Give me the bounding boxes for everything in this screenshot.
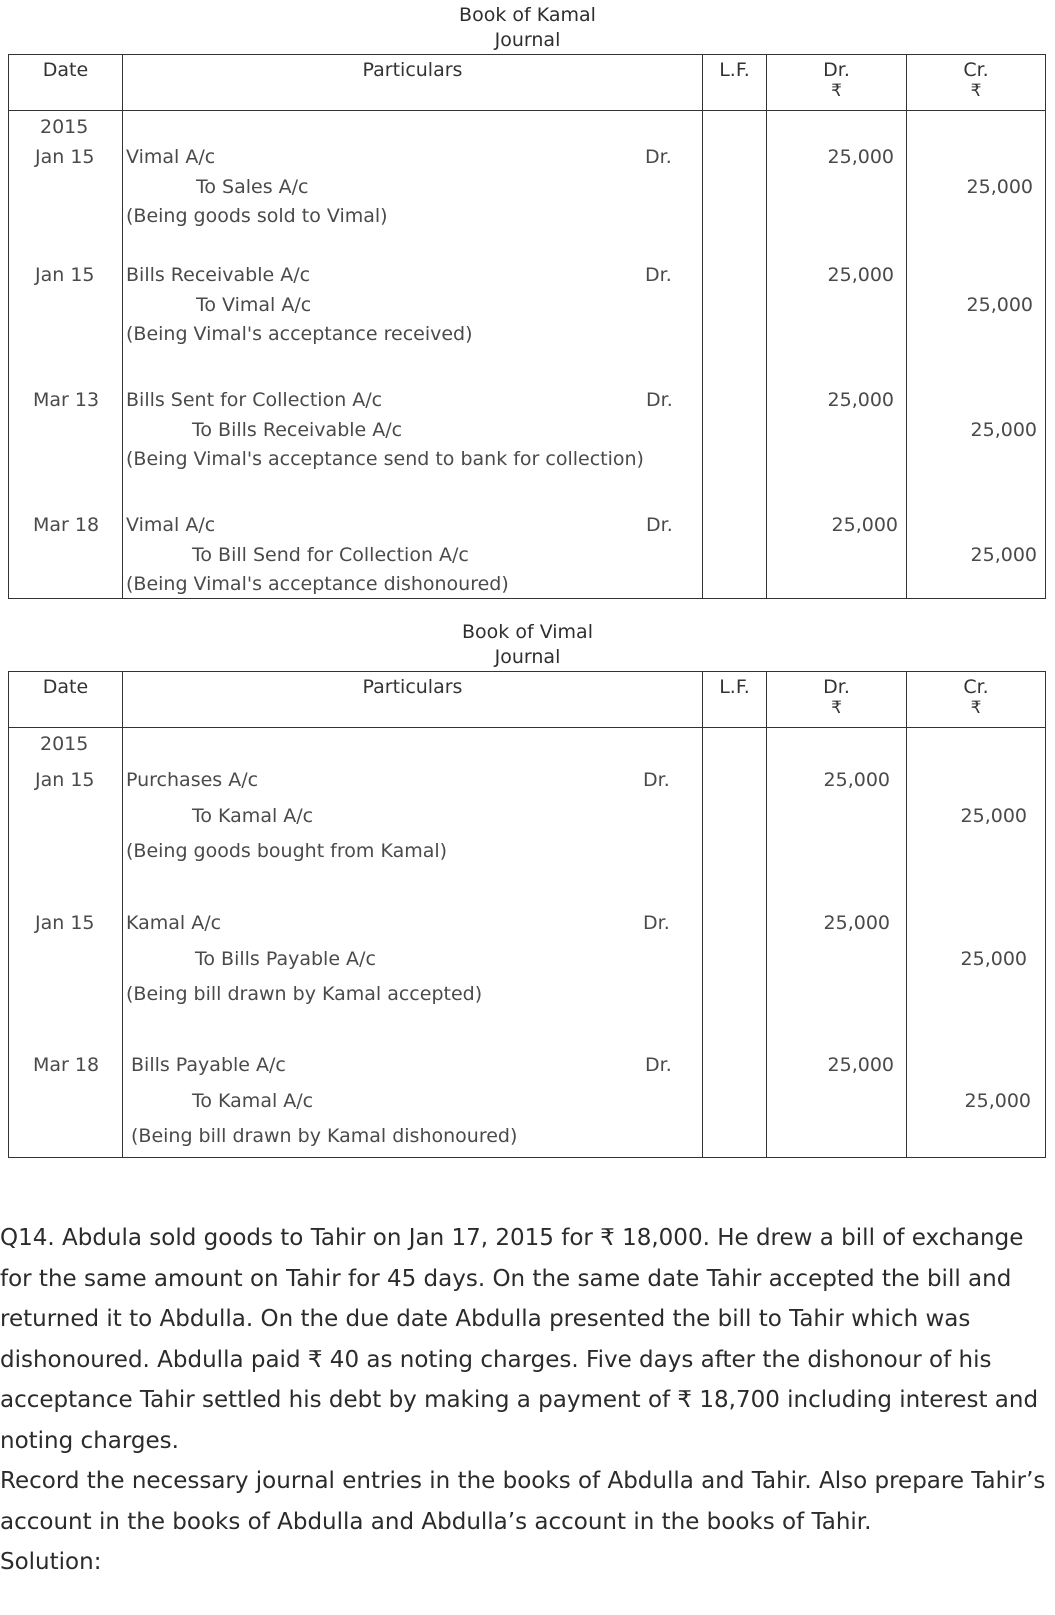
entry-date: Jan 15	[35, 146, 95, 168]
narration: (Being goods sold to Vimal)	[126, 205, 388, 227]
dr-marker: Dr.	[645, 146, 672, 168]
cr-amount: 25,000	[964, 1090, 1031, 1112]
instruction-paragraph: Record the necessary journal entries in the books of Abdulla and Tahir. Also prepare Tahir’s account in the books of Abdulla and Abdulla’s account in the books of Tahir.	[0, 1468, 1046, 1535]
entry-date: Mar 18	[33, 514, 100, 536]
header-lf: L.F.	[703, 55, 767, 111]
dr-amount: 25,000	[827, 264, 894, 286]
narration: (Being bill drawn by Kamal accepted)	[126, 983, 483, 1005]
cr-amount-column	[907, 111, 1046, 599]
credit-account: To Kamal A/c	[192, 1090, 314, 1112]
rupee-icon: ₹	[970, 81, 982, 101]
header-cr-label: Cr.	[963, 59, 989, 81]
kamal-journal-label: Journal	[494, 29, 561, 51]
question-block	[0, 1218, 1050, 1583]
debit-account: Kamal A/c	[126, 912, 222, 934]
narration: (Being Vimal's acceptance send to bank for collection)	[126, 448, 644, 470]
debit-account: Vimal A/c	[126, 146, 216, 168]
header-dr-label: Dr.	[823, 59, 850, 81]
dr-marker: Dr.	[646, 514, 673, 536]
date-column	[9, 111, 123, 599]
credit-account: To Vimal A/c	[196, 294, 312, 316]
dr-amount: 25,000	[827, 146, 894, 168]
year-label: 2015	[40, 116, 89, 138]
entry-date: Jan 15	[35, 912, 95, 934]
cr-amount: 25,000	[966, 176, 1033, 198]
credit-account: To Bills Payable A/c	[195, 948, 376, 970]
entry-date: Mar 18	[33, 1054, 100, 1076]
entry-date: Jan 15	[35, 264, 95, 286]
particulars-column	[123, 111, 703, 599]
kamal-journal-table	[8, 54, 1046, 599]
question-paragraph: Q14. Abdula sold goods to Tahir on Jan 17, 2015 for ₹ 18,000. He drew a bill of exchange for the same amount on Tahir for 45 days. On the same date Tahir accepted the bill and returned it to Abdulla. On the due date Abdulla presented the bill to Tahir which was dishonoured. Abdulla paid ₹ 40 as noting charges. Five days after the dishonour of his acceptance Tahir settled his debt by making a payment of ₹ 18,700 including interest and noting charges.	[0, 1225, 1039, 1454]
dr-marker: Dr.	[643, 912, 670, 934]
entry-date: Mar 13	[33, 389, 100, 411]
solution-label: Solution:	[0, 1549, 102, 1575]
header-particulars: Particulars	[123, 672, 703, 728]
narration: (Being bill drawn by Kamal dishonoured)	[131, 1125, 518, 1147]
debit-account: Vimal A/c	[126, 514, 216, 536]
header-dr-label: Dr.	[823, 676, 850, 698]
credit-account: To Bills Receivable A/c	[192, 419, 403, 441]
header-date: Date	[9, 55, 123, 111]
kamal-book-title: Book of Kamal	[459, 4, 596, 26]
lf-column	[703, 728, 767, 1158]
cr-amount: 25,000	[960, 805, 1027, 827]
header-date: Date	[9, 672, 123, 728]
dr-marker: Dr.	[645, 1054, 672, 1076]
debit-account: Bills Receivable A/c	[126, 264, 311, 286]
cr-amount-column	[907, 728, 1046, 1158]
dr-amount-column	[767, 728, 907, 1158]
dr-marker: Dr.	[645, 264, 672, 286]
header-cr-label: Cr.	[963, 676, 989, 698]
header-particulars: Particulars	[123, 55, 703, 111]
credit-account: To Sales A/c	[196, 176, 309, 198]
dr-amount: 25,000	[823, 912, 890, 934]
header-row	[9, 55, 1046, 111]
narration: (Being Vimal's acceptance received)	[126, 323, 473, 345]
dr-amount-column	[767, 111, 907, 599]
dr-marker: Dr.	[643, 769, 670, 791]
credit-account: To Kamal A/c	[192, 805, 314, 827]
cr-amount: 25,000	[970, 419, 1037, 441]
header-lf: L.F.	[703, 672, 767, 728]
debit-account: Purchases A/c	[126, 769, 259, 791]
header-dr	[767, 55, 907, 111]
cr-amount: 25,000	[970, 544, 1037, 566]
debit-account: Bills Sent for Collection A/c	[126, 389, 383, 411]
rupee-icon: ₹	[831, 81, 842, 101]
credit-account: To Bill Send for Collection A/c	[192, 544, 469, 566]
header-row	[9, 672, 1046, 728]
rupee-icon: ₹	[831, 698, 842, 718]
date-column	[9, 728, 123, 1158]
dr-amount: 25,000	[823, 769, 890, 791]
body-row	[9, 111, 1046, 599]
dr-amount: 25,000	[827, 1054, 894, 1076]
vimal-book-title: Book of Vimal	[462, 621, 593, 643]
dr-amount: 25,000	[831, 514, 898, 536]
particulars-column	[123, 728, 703, 1158]
year-label: 2015	[40, 733, 89, 755]
body-row	[9, 728, 1046, 1158]
cr-amount: 25,000	[966, 294, 1033, 316]
rupee-icon: ₹	[970, 698, 982, 718]
narration: (Being Vimal's acceptance dishonoured)	[126, 573, 509, 595]
dr-amount: 25,000	[827, 389, 894, 411]
lf-column	[703, 111, 767, 599]
header-cr	[907, 55, 1046, 111]
narration: (Being goods bought from Kamal)	[126, 840, 448, 862]
debit-account: Bills Payable A/c	[131, 1054, 286, 1076]
cr-amount: 25,000	[960, 948, 1027, 970]
vimal-journal-table	[8, 671, 1046, 1158]
vimal-journal-label: Journal	[494, 646, 561, 668]
entry-date: Jan 15	[35, 769, 95, 791]
header-cr	[907, 672, 1046, 728]
header-dr	[767, 672, 907, 728]
dr-marker: Dr.	[646, 389, 673, 411]
